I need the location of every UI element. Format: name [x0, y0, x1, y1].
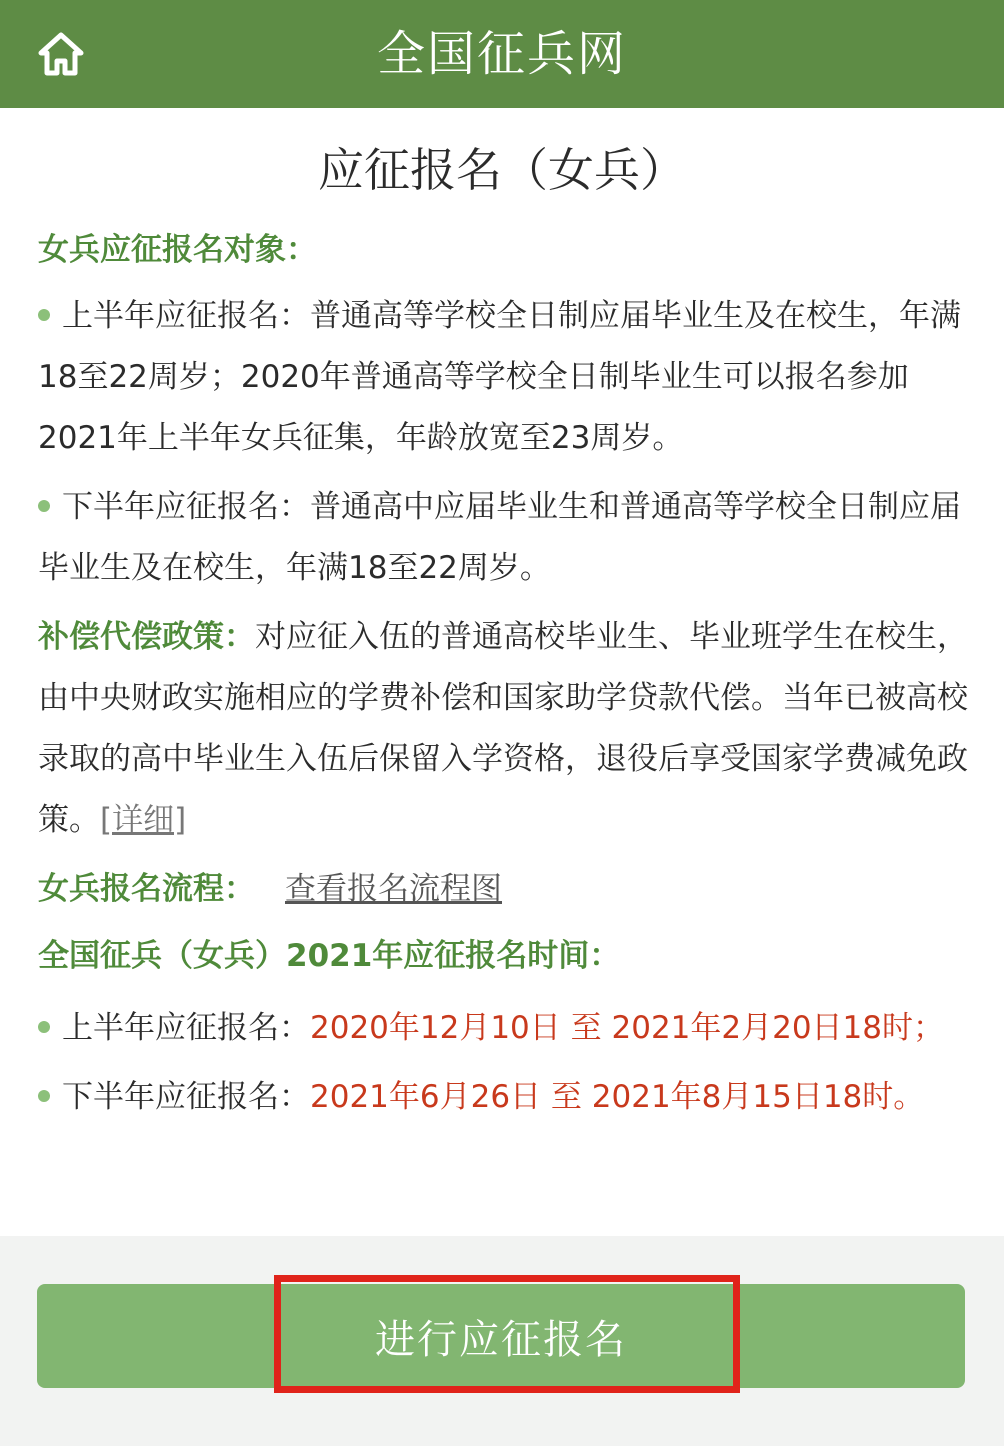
compensation-text: 对应征入伍的普通高校毕业生、毕业班学生在校生，由中央财政实施相应的学费补偿和国家助学贷款代偿。当年已被高校录取的高中毕业生入伍后保留入学资格，退役后享受国家学费减免政策。 [38, 619, 968, 838]
home-icon [38, 32, 84, 76]
schedule-heading: 全国征兵（女兵）2021年应征报名时间： [38, 938, 621, 974]
apply-button[interactable]: 进行应征报名 [37, 1284, 965, 1388]
bullet-icon [38, 309, 50, 321]
process-row [38, 859, 968, 920]
detail-link[interactable]: [详细] [100, 802, 187, 838]
compensation-label: 补偿代偿政策： [38, 619, 255, 655]
schedule-time: 2020年12月10日 至 2021年2月20日18时； [310, 1010, 945, 1046]
main-content [38, 222, 968, 1128]
page-title: 应征报名（女兵） [318, 143, 686, 197]
process-chart-link[interactable]: 查看报名流程图 [285, 871, 502, 907]
footer-bar [0, 1236, 1004, 1446]
item-text: 普通高中应届毕业生和普通高等学校全日制应届毕业生及在校生，年满18至22周岁。 [38, 489, 961, 586]
home-button[interactable] [38, 32, 84, 76]
bullet-icon [38, 1090, 50, 1102]
schedule-item-second-half [38, 1067, 968, 1128]
bullet-icon [38, 1021, 50, 1033]
top-bar [0, 0, 1004, 108]
process-label: 女兵报名流程： [38, 871, 255, 907]
site-title: 全国征兵网 [376, 26, 627, 82]
item-label: 上半年应征报名： [62, 298, 310, 334]
schedule-item-first-half [38, 998, 968, 1059]
item-text: 普通高等学校全日制应届毕业生及在校生，年满18至22周岁；2020年普通高等学校全日制毕业生可以报名参加2021年上半年女兵征集，年龄放宽至23周岁。 [38, 298, 961, 456]
compensation-policy [38, 607, 968, 851]
schedule-time: 2021年6月26日 至 2021年8月15日18时。 [310, 1079, 925, 1115]
eligibility-item-second-half [38, 477, 968, 599]
eligibility-heading: 女兵应征报名对象： [38, 232, 317, 268]
bullet-icon [38, 500, 50, 512]
item-label: 下半年应征报名： [62, 1079, 310, 1115]
eligibility-item-first-half [38, 286, 968, 469]
item-label: 下半年应征报名： [62, 489, 310, 525]
item-label: 上半年应征报名： [62, 1010, 310, 1046]
